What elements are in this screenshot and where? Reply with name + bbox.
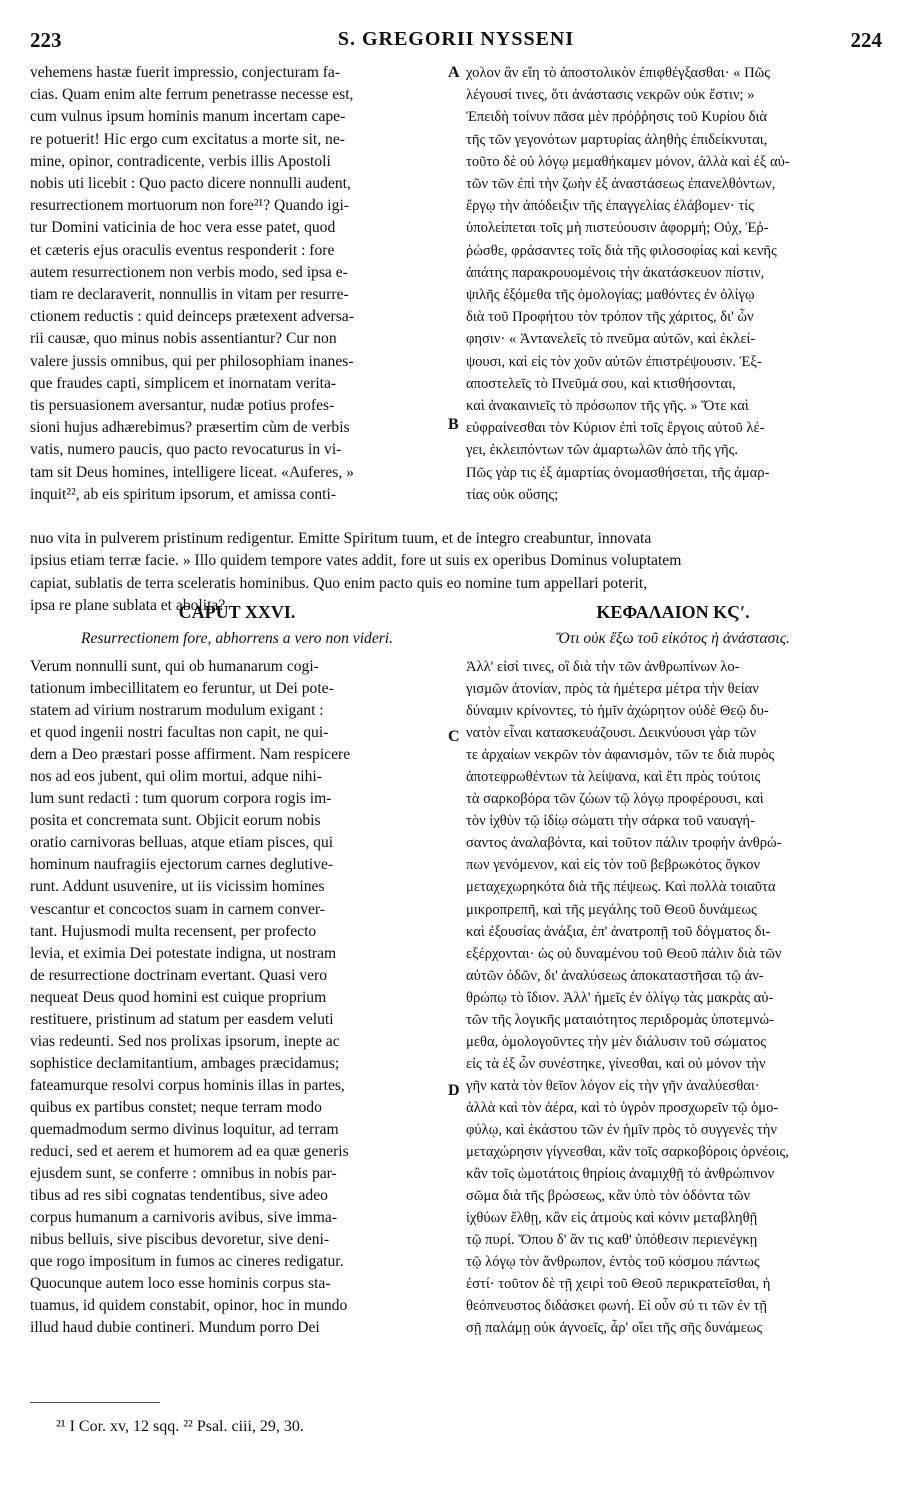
text-line: εἰς τὰ ἐξ ὧν συνέστηκε, γίνεσθαι, καὶ οὐ μόνον τὴν	[466, 1055, 766, 1072]
text-line: nibus belluis, sive piscibus devoretur, sive deni-	[30, 1231, 330, 1249]
text-line: νατὸν εἶναι κατασκευάζουσι. Δεικνύουσι γὰρ τῶν	[466, 725, 757, 742]
text-line: inquit²², ab eis spiritum ipsorum, et amissa conti-	[30, 485, 337, 503]
text-line: αὐτῶν ὁδῶν, δι' ἀναλύσεως ἀποκαταστῆσαι τῷ ἀν-	[466, 967, 764, 984]
text-line: valere jussis omnibus, qui per philosophiam inanes-	[30, 352, 354, 370]
text-line: τῶν τῆς λογικῆς ματαιότητος περιδρομὰς ὑποτεμνώ-	[466, 1011, 774, 1028]
text-line: μεταχεχωρηκότα διὰ τῆς πέψεως. Καὶ πολλὰ τοιαῦτα	[466, 879, 776, 896]
text-line: τὸν ἰχθὺν τῷ ἰδίῳ σώματι τὴν σάρκα τοῦ ναυαγή-	[466, 813, 755, 830]
text-line: quibus ex partibus constet; neque terram modo	[30, 1098, 322, 1116]
text-line: ῥώσθε, φράσαντες τοῖς διὰ τῆς φιλοσοφίας καὶ κενῆς	[466, 242, 777, 259]
text-line: τε ἀρχαίων νεκρῶν τὸν ἀφανισμὸν, τῶν τε διὰ πυρὸς	[466, 747, 775, 764]
text-line: μικροπρεπῆ, καὶ τῆς μεγάλης τοῦ Θεοῦ δυνάμεως	[466, 901, 757, 918]
text-line: ἀπάτης παρακρουομένοις τὴν ἀκατάσκευον πίστιν,	[466, 264, 765, 281]
text-line: σαντος ἀναλαβόντα, καὶ τοῦτον πάλιν τροφὴν ἀνθρώ-	[466, 835, 782, 852]
margin-letter-c: C	[448, 728, 460, 745]
text-line: χολον ἂν εἴη τὸ ἀποστολικὸν ἐπιφθέγξασθαι· « Πῶς	[466, 65, 771, 81]
text-line: vescantur et concoctos suam in carnem conver-	[30, 900, 325, 918]
text-line: capiat, sublatis de terra sceleratis hominibus. Quo enim pacto quis eo nomine tum appellari poterit,	[30, 574, 648, 592]
text-line: γισμῶν ἀτονίαν, πρὸς τὰ ἡμέτερα μέτρα τὴν θείαν	[466, 681, 759, 698]
text-line: restituere, pristinum ad statum per easdem veluti	[30, 1010, 334, 1028]
text-line: que rogo impositum in fumos ac cineres redigatur.	[30, 1253, 344, 1271]
text-line: θεόπνευστος διδάσκει φωνή. Εἰ οὖν σύ τι τῶν ἐν τῇ	[466, 1298, 768, 1315]
text-line: τῷ πυρί. Ὅπου δ' ἂν τις καθ' ὑπόθεσιν περιενέγκῃ	[466, 1232, 758, 1249]
text-line: Ἐπειδὴ τοίνυν πᾶσα μὲν πρόῤῥησις τοῦ Κυρίου διὰ	[466, 109, 768, 126]
margin-letter-a: A	[448, 64, 460, 81]
text-line: rii causæ, quo minus nobis assentiantur? Cur non	[30, 330, 337, 348]
text-line: Quocunque autem loco esse hominis corpus sta-	[30, 1275, 331, 1293]
text-line: levia, et eximia Dei potestate indigna, ut nostram	[30, 944, 337, 962]
text-line: illud haud dubie contineri. Mundum porro Dei	[30, 1319, 320, 1337]
text-line: Verum nonnulli sunt, qui ob humanarum cogi-	[30, 658, 319, 675]
text-line: dem a Deo præstari posse affirment. Nam respicere	[30, 746, 351, 764]
chapter-title-latin: CAPUT XXVI.	[178, 602, 296, 622]
text-line: de resurrectione doctrinam evertant. Quasi vero	[30, 966, 328, 984]
text-line: σῶμα διὰ τῆς βρώσεως, κἂν ὑπὸ τὸν ὀδόντα τῶν	[466, 1188, 751, 1205]
text-line: Πῶς γὰρ τις ἐξ ἁμαρτίας ὀνομασθήσεται, τῆς ἁμαρ-	[466, 464, 770, 481]
page-header	[30, 24, 882, 54]
text-line: hominum naufragiis ejectorum carnes deglutive-	[30, 856, 334, 874]
text-line: καὶ ἀνακαινιεῖς τὸ πρόσωπον τῆς γῆς. » Ὅτε καὶ	[466, 398, 749, 415]
text-line: reduci, sed et aerem et humorem ad ea quæ generis	[30, 1143, 349, 1161]
text-line: ἀποτεφρωθέντων τὰ λείψανα, καὶ ἔτι πρὸς τούτοις	[466, 769, 761, 786]
text-line: εὐφραίνεσθαι τὸν Κύριον ἐπὶ τοῖς ἔργοις αὐτοῦ λέ-	[466, 420, 765, 437]
text-line: τῷ λόγῳ τὸν ἄνθρωπον, ἐντὸς τοῦ κόσμου πάντως	[466, 1254, 760, 1271]
text-line: re potuerit! Hic ergo cum excitatus a morte sit, ne-	[30, 130, 345, 148]
text-line: ipsa re plane sublata et abolita?	[30, 597, 226, 615]
margin-letter-d: D	[448, 1082, 460, 1099]
text-line: tuamus, id quidem constabit, opinor, hoc in mundo	[30, 1297, 348, 1315]
text-line: statem ad virium nostrarum modulum exigant :	[30, 702, 324, 720]
chapter-title-greek: ΚΕΦΑΛΑΙΟΝ ΚϚʹ.	[596, 602, 750, 622]
footnotes: ²¹ I Cor. xv, 12 sqq. ²² Psal. ciii, 29, 30.	[56, 1418, 304, 1435]
text-line: τῶν τῶν ἐπὶ τὴν ζωὴν ἐξ ἀναστάσεως ἐπανελθόντων,	[466, 176, 776, 193]
latin-column-bottom	[30, 656, 444, 1339]
latin-column-top	[30, 62, 444, 506]
greek-column-top	[466, 62, 880, 506]
text-line: nequeat Deus quod homini est cuique proprium	[30, 988, 327, 1006]
text-line: tur Domini vaticinia de hoc vera esse patet, quod	[30, 219, 336, 237]
chapter-subtitle-latin: Resurrectionem fore, abhorrens a vero non videri.	[80, 630, 394, 647]
text-line: lum sunt redacti : tum quorum corpora rogis im-	[30, 790, 332, 808]
text-line: ὑπολείπεται τοῖς μὴ πιστεύουσιν ἀφορμή; Οὐχ, Ἐῤ-	[466, 220, 769, 237]
text-line: nuo vita in pulverem pristinum redigentur. Emitte Spiritum tuum, et de integro creabuntur, innovata	[30, 530, 652, 547]
text-line: cum vulnus ipsum hominis manum incertam cape-	[30, 108, 346, 126]
text-line: γῆν κατὰ τὸν θεῖον λόγον εἰς τὴν γῆν ἀναλύεσθαι·	[466, 1077, 760, 1094]
text-line: fateamurque resolvi corpus hominis illas in partes,	[30, 1076, 345, 1094]
text-line: μεταχώρησιν γίγνεσθαι, κἂν τοῖς σαρκοβόροις ὀρνέοις,	[466, 1144, 789, 1161]
text-line: sophistice declamitantium, ambages præcidamus;	[30, 1054, 340, 1072]
text-line: θρώπῳ τὸ ἴδιον. Ἀλλ' ἡμεῖς ἐν ὀλίγῳ τὰς μακρὰς αὐ-	[466, 989, 774, 1006]
text-line: τῆς τῶν γεγονότων μαρτυρίας ἀληθὴς ἐπιδείκνυται,	[466, 131, 768, 148]
text-line: tis persuasionem aversantur, nudæ potius profes-	[30, 397, 335, 415]
text-line: ψουσι, καὶ εἰς τὸν χοῦν αὐτῶν ἐπιστρέψουσιν. Ἐξ-	[466, 353, 762, 370]
text-line: tant. Hujusmodi multa recensent, per profecto	[30, 922, 317, 940]
text-line: αποστελεῖς τὸ Πνεῦμά σου, καὶ κτισθήσονται,	[466, 375, 736, 392]
text-line: cias. Quam enim alte ferrum penetrasse necesse est,	[30, 86, 354, 104]
text-line: ἰχθύων ἔλθῃ, κἂν εἰς ἀτμοὺς καὶ κόνιν μεταβληθῇ	[466, 1210, 758, 1227]
text-line: oratio carnivoras belluas, atque etiam pisces, qui	[30, 834, 334, 852]
text-line: nos ad eos jubent, qui olim mortui, adque nihi-	[30, 768, 322, 786]
text-line: φύλῳ, καὶ ἑκάστου τῶν ἐν ἡμῖν πρὸς τὸ συγγενὲς τὴν	[466, 1121, 778, 1138]
text-line: et cæteris ejus oraculis eventus responderit : fore	[30, 241, 335, 259]
text-line: πων γενόμενον, καὶ εἰς τὸν τοῦ βεβρωκότος ὄγκον	[466, 857, 761, 874]
text-line: σῇ παλάμῃ οὐκ ἀγνοεῖς, ἆρ' οἴει τῆς σῆς δυνάμεως	[466, 1320, 763, 1337]
margin-letter-b: B	[448, 416, 459, 433]
text-line: ψιλῆς ἐξόμεθα τῆς ὁμολογίας; μαθόντες ἐν ὀλίγῳ	[466, 287, 755, 304]
text-line: διὰ τοῦ Προφήτου τὸν τρόπον τῆς χάριτος, δι' ὧν	[466, 309, 754, 326]
text-line: Ἀλλ' εἰσί τινες, οἳ διὰ τὴν τῶν ἀνθρωπίνων λο-	[466, 659, 740, 675]
page-number-right: 224	[850, 28, 882, 52]
text-line: que fraudes capti, simplicem et inornatam verita-	[30, 374, 337, 392]
text-line: ἔργῳ τὴν ἀπόδειξιν τῆς ἐπαγγελίας ἐλάβομεν· τίς	[466, 198, 754, 215]
text-line: mine, opinor, contradicente, verbis illis Apostoli	[30, 152, 331, 170]
text-line: vehemens hastæ fuerit impressio, conjecturam fa-	[30, 64, 341, 81]
page-number-left: 223	[30, 28, 62, 52]
text-line: posita et concremata sunt. Objicit eorum nobis	[30, 812, 321, 830]
text-line: tationum imbecillitatem eo feruntur, ut Dei pote-	[30, 680, 334, 698]
text-line: ἀλλὰ καὶ τὸν ἀέρα, καὶ τὸ ὑγρὸν προσχωρεῖν τῷ ὁμο-	[466, 1099, 779, 1116]
text-line: φησιν· « Ἀντανελεῖς τὸ πνεῦμα αὐτῶν, καὶ ἐκλεί-	[466, 331, 756, 348]
text-line: vatis, numero paucis, quo pacto revocaturus in vi-	[30, 441, 342, 459]
text-line: κἂν τοῖς ὠμοτάτοις θηρίοις ἀναμιχθῇ τὸ ἀνθρώπινον	[466, 1166, 775, 1183]
chapter-subtitle-greek: Ὅτι οὐκ ἔξω τοῦ εἰκότος ἡ ἀνάστασις.	[556, 630, 790, 647]
text-line: ejusdem sunt, se conferre : omnibus in nobis par-	[30, 1165, 337, 1183]
text-line: εξέρχονται· ὡς οὐ δυναμένου τοῦ Θεοῦ πάλιν διὰ τῶν	[466, 945, 782, 962]
text-line: tam sit Deus homines, intelligere liceat. «Auferes, »	[30, 463, 354, 481]
footnote-rule	[30, 1402, 160, 1403]
text-line: quemadmodum sermo divinus loquitur, ad terram	[30, 1120, 339, 1138]
text-line: λέγουσί τινες, ὅτι ἀνάστασις νεκρῶν οὐκ ἔστιν; »	[466, 87, 755, 104]
text-line: vias redeunti. Sed nos prolixas ipsorum, inepte ac	[30, 1032, 340, 1050]
text-line: runt. Addunt usuvenire, ut iis vicissim homines	[30, 878, 325, 896]
text-line: τὰ σαρκοβόρα τῶν ζώων τῷ λόγῳ προφέρουσι, καὶ	[466, 791, 764, 808]
text-line: nobis uti licebit : Quo pacto dicere nonnulli audent,	[30, 175, 351, 193]
text-line: tibus ad res sibi cognatas tendentibus, sive adeo	[30, 1187, 328, 1205]
text-line: δύναμιν κρίνοντες, τὸ ἡμῖν ἀχώρητον οὐδὲ Θεῷ δυ-	[466, 703, 769, 720]
text-line: ἐστί· τοῦτον δὲ τῇ χειρὶ τοῦ Θεοῦ περικρατεῖσθαι, ἡ	[466, 1276, 771, 1293]
text-line: τίας οὐκ οὔσης;	[466, 486, 559, 503]
text-line: ctionem reductis : quid deinceps prætexent adversa-	[30, 308, 354, 326]
text-line: corpus humanum a carnivoris avibus, sive imma-	[30, 1209, 338, 1227]
text-line: τοῦτο δὲ οὐ λόγῳ μεμαθήκαμεν μόνον, ἀλλὰ καὶ ἐξ αὐ-	[466, 153, 790, 170]
text-line: autem resurrectionem non verbis modo, sed ipsa e-	[30, 263, 348, 281]
text-line: et quod ingenii nostri facultas non capit, ne qui-	[30, 724, 329, 742]
text-line: καὶ ἐξουσίας ἀνάξια, ἐπ' ἀνατροπῇ τοῦ δόγματος δι-	[466, 923, 771, 940]
text-line: resurrectionem mortuorum non fore²¹? Quando igi-	[30, 197, 349, 215]
text-line: γει, ἐκλειπόντων τῶν ἁμαρτωλῶν ἀπὸ τῆς γῆς.	[466, 442, 739, 459]
greek-column-bottom	[466, 656, 880, 1339]
text-line: ipsius etiam terræ facie. » Illo quidem tempore vates addit, fore ut suis ex operibus Dominus voluptatem	[30, 552, 682, 570]
text-line: sioni hujus adhærebimus? præsertim cùm de verbis	[30, 419, 350, 437]
running-head: S. GREGORII NYSSENI	[337, 28, 575, 50]
text-line: tiam re declaraverit, nonnullis in vitam per resurre-	[30, 286, 349, 304]
text-line: μεθα, ὁμολογοῦντες τὴν μὲν διάλυσιν τοῦ σώματος	[466, 1033, 767, 1050]
